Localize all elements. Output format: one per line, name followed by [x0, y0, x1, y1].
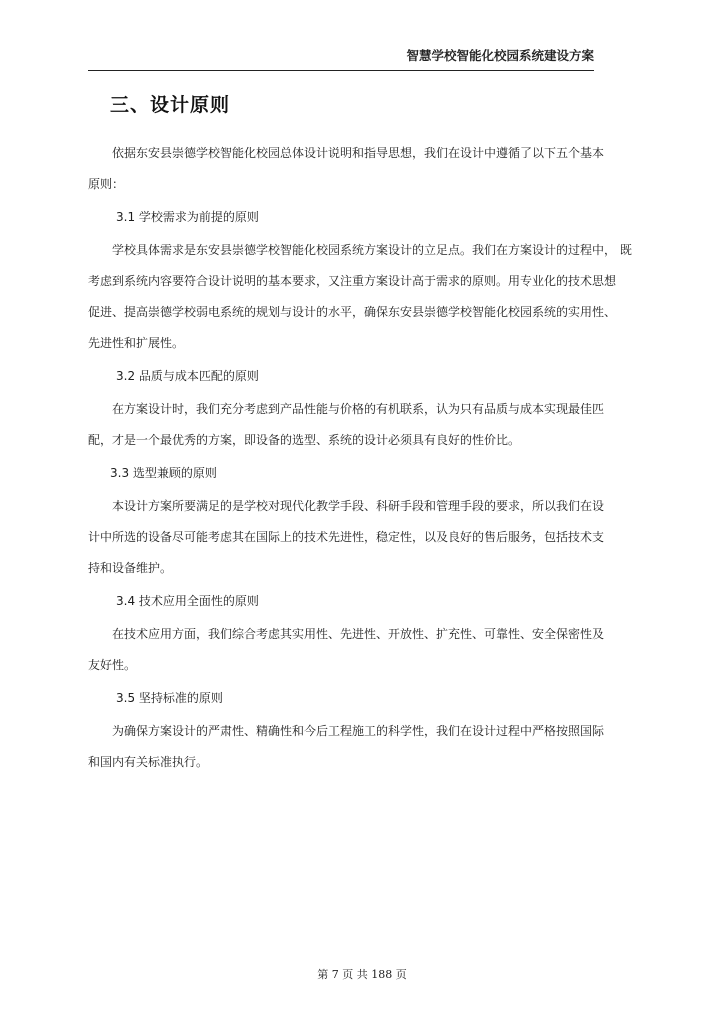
- document-body: [88, 138, 648, 778]
- paragraph-line: 原则：: [88, 177, 125, 191]
- principle-heading-3-3: 3.3 选型兼顾的原则: [110, 466, 217, 480]
- paragraph-line: 促进、提高崇德学校弱电系统的规划与设计的水平，确保东安县崇德学校智能化校园系统的实用性、: [88, 305, 617, 319]
- page-footer: [0, 966, 724, 982]
- section-title: 三、设计原则: [110, 94, 231, 116]
- principle-paragraph-3-4: [88, 619, 648, 681]
- principle-paragraph-3-3: [88, 491, 648, 584]
- principle-paragraph-3-5: [88, 716, 648, 778]
- paragraph-line: 为确保方案设计的严肃性、精确性和今后工程施工的科学性，我们在设计过程中严格按照国际: [112, 724, 605, 738]
- header-title: 智慧学校智能化校园系统建设方案: [406, 48, 594, 63]
- paragraph-line: 在技术应用方面，我们综合考虑其实用性、先进性、开放性、扩充性、可靠性、安全保密性及: [112, 627, 605, 641]
- principle-paragraph-3-2: [88, 394, 648, 456]
- principle-paragraph-3-1: [88, 235, 648, 359]
- page-number: 第 7 页 共 188 页: [317, 968, 407, 981]
- paragraph-line: 学校具体需求是东安县崇德学校智能化校园系统方案设计的立足点。我们在方案设计的过程中， 既: [112, 243, 632, 257]
- paragraph-line: 依据东安县崇德学校智能化校园总体设计说明和指导思想，我们在设计中遵循了以下五个基本: [112, 146, 605, 160]
- paragraph-line: 计中所选的设备尽可能考虑其在国际上的技术先进性，稳定性，以及良好的售后服务，包括技术支: [88, 530, 605, 544]
- paragraph-line: 持和设备维护。: [88, 561, 173, 575]
- paragraph-line: 配，才是一个最优秀的方案，即设备的选型、系统的设计必须具有良好的性价比。: [88, 433, 521, 447]
- intro-paragraph: [88, 138, 648, 200]
- principle-heading-3-4: 3.4 技术应用全面性的原则: [116, 594, 259, 608]
- principle-heading-3-2: 3.2 品质与成本匹配的原则: [116, 369, 259, 383]
- paragraph-line: 本设计方案所要满足的是学校对现代化教学手段、科研手段和管理手段的要求，所以我们在设: [112, 499, 605, 513]
- paragraph-line: 考虑到系统内容要符合设计说明的基本要求，又注重方案设计高于需求的原则。用专业化的技术思想: [88, 274, 617, 288]
- paragraph-line: 和国内有关标准执行。: [88, 755, 209, 769]
- principle-heading-3-1: 3.1 学校需求为前提的原则: [116, 210, 259, 224]
- principle-heading-3-5: 3.5 坚持标准的原则: [116, 691, 223, 705]
- paragraph-line: 在方案设计时，我们充分考虑到产品性能与价格的有机联系，认为只有品质与成本实现最佳匹: [112, 402, 605, 416]
- paragraph-line: 先进性和扩展性。: [88, 336, 185, 350]
- paragraph-line: 友好性。: [88, 658, 137, 672]
- page-header: [88, 46, 594, 71]
